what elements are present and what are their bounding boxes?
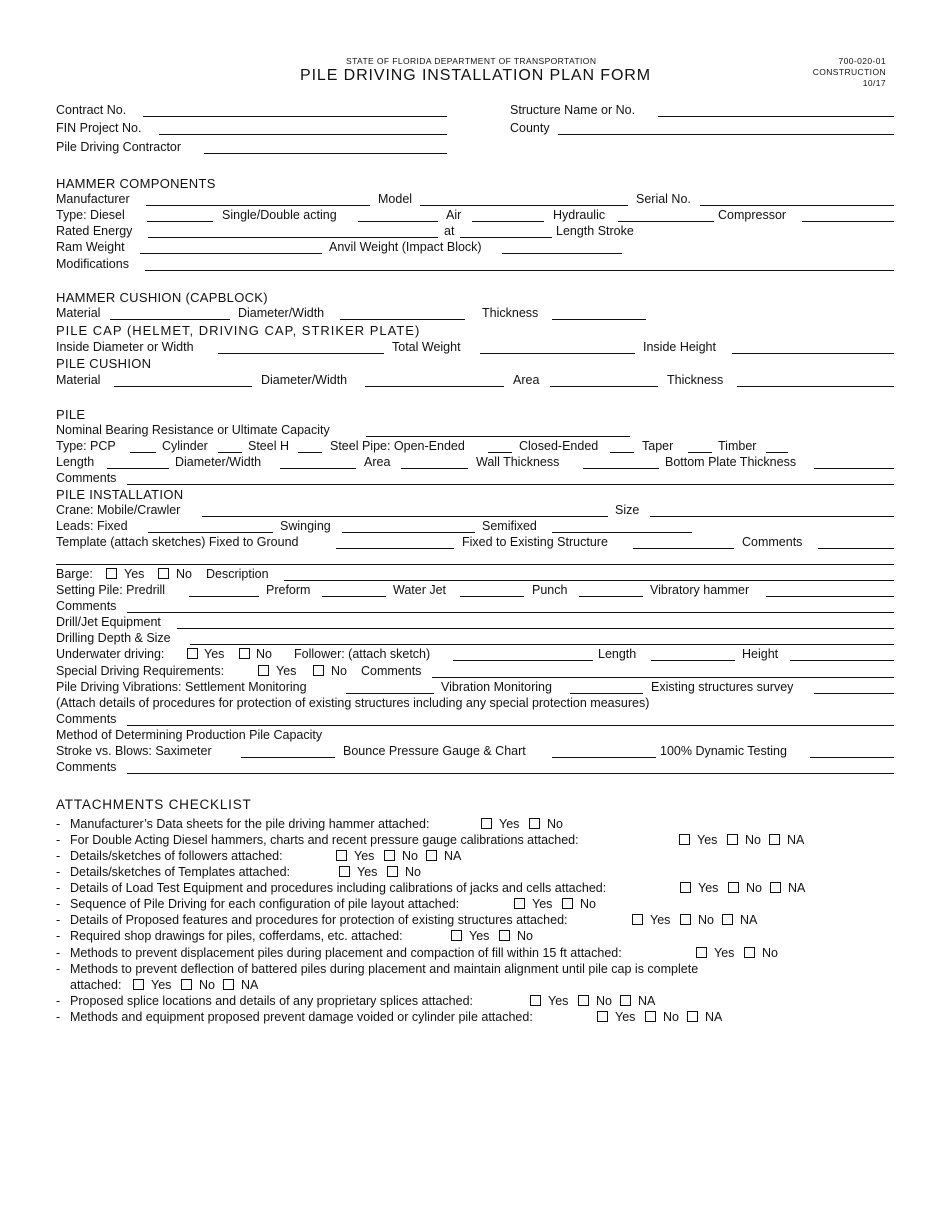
wall-thickness-label: Wall Thickness: [476, 455, 560, 469]
taper-label: Taper: [642, 439, 674, 453]
model-field[interactable]: [420, 205, 628, 206]
fin-project-field[interactable]: [159, 134, 447, 135]
length-stroke-label: Length Stroke: [556, 224, 634, 238]
manufacturer-label: Manufacturer: [56, 192, 130, 206]
item8-no-label: No: [762, 946, 778, 960]
installation-comments-field[interactable]: [818, 548, 894, 549]
bullet: -: [56, 849, 61, 863]
inside-diameter-label: Inside Diameter or Width: [56, 340, 194, 354]
checklist-item-templates: Details/sketches of Templates attached:: [70, 865, 291, 879]
item3-yes-checkbox[interactable]: [339, 866, 350, 877]
item1-na-checkbox[interactable]: [769, 834, 780, 845]
existing-survey-field[interactable]: [814, 693, 894, 694]
bounce-field[interactable]: [552, 757, 656, 758]
preform-label: Preform: [266, 583, 311, 597]
item4-yes-label: Yes: [698, 881, 719, 895]
item9-na-checkbox[interactable]: [223, 979, 234, 990]
crane-label: Crane: Mobile/Crawler: [56, 503, 181, 517]
vibration-comments-field[interactable]: [127, 725, 894, 726]
item3-yes-label: Yes: [357, 865, 378, 879]
pile-area-field[interactable]: [401, 468, 468, 469]
county-field[interactable]: [558, 134, 894, 135]
bullet: -: [56, 817, 61, 831]
installation-comments-field-2[interactable]: [56, 564, 894, 565]
modifications-label: Modifications: [56, 257, 129, 271]
inside-height-field[interactable]: [732, 353, 894, 354]
fixed-existing-field[interactable]: [633, 548, 734, 549]
checklist-item-damage: Methods and equipment proposed prevent damage voided or cylinder pile attached:: [70, 1010, 533, 1024]
closed-ended-label: Closed-Ended: [519, 439, 599, 453]
item2-yes-checkbox[interactable]: [336, 850, 347, 861]
bullet: -: [56, 897, 61, 911]
barge-no-label: No: [176, 567, 192, 581]
type-pcp-field[interactable]: [130, 452, 156, 453]
special-yes-checkbox[interactable]: [258, 665, 269, 676]
method-comments-field[interactable]: [127, 773, 894, 774]
item8-no-checkbox[interactable]: [744, 947, 755, 958]
item5-no-checkbox[interactable]: [562, 898, 573, 909]
water-jet-field[interactable]: [460, 596, 524, 597]
pc-diameter-field[interactable]: [365, 386, 504, 387]
item3-no-checkbox[interactable]: [387, 866, 398, 877]
contract-no-label: Contract No.: [56, 103, 127, 117]
checklist-item-deflection-cont: attached:: [70, 978, 122, 992]
steel-h-label: Steel H: [248, 439, 289, 453]
dynamic-label: 100% Dynamic Testing: [660, 744, 787, 758]
attachments-checklist-heading: ATTACHMENTS CHECKLIST: [56, 797, 252, 812]
item0-yes-label: Yes: [499, 817, 520, 831]
manufacturer-field[interactable]: [146, 205, 370, 206]
item11-yes-label: Yes: [615, 1010, 636, 1024]
crane-size-label: Size: [615, 503, 640, 517]
bottom-plate-label: Bottom Plate Thickness: [665, 455, 797, 469]
water-jet-label: Water Jet: [393, 583, 447, 597]
total-weight-field[interactable]: [480, 353, 635, 354]
follower-height-label: Height: [742, 647, 779, 661]
item10-na-checkbox[interactable]: [620, 995, 631, 1006]
setting-pile-label: Setting Pile: Predrill: [56, 583, 166, 597]
hydraulic-label: Hydraulic: [553, 208, 606, 222]
follower-length-label: Length: [598, 647, 637, 661]
checklist-item-protection: Details of Proposed features and procedures for protection of existing structures attached:: [70, 913, 568, 927]
pc-area-field[interactable]: [550, 386, 658, 387]
checklist-item-displacement: Methods to prevent displacement piles during placement and compaction of fill within 15 ft attached:: [70, 946, 622, 960]
drilling-depth-label: Drilling Depth & Size: [56, 631, 171, 645]
drill-jet-label: Drill/Jet Equipment: [56, 615, 161, 629]
item4-na-label: NA: [788, 881, 806, 895]
item9-no-label: No: [199, 978, 215, 992]
hc-diameter-field[interactable]: [340, 319, 465, 320]
timber-label: Timber: [718, 439, 757, 453]
punch-label: Punch: [532, 583, 568, 597]
item2-na-checkbox[interactable]: [426, 850, 437, 861]
rated-energy-label: Rated Energy: [56, 224, 133, 238]
type-diesel-label: Type: Diesel: [56, 208, 125, 222]
contractor-field[interactable]: [204, 153, 447, 154]
item4-no-checkbox[interactable]: [728, 882, 739, 893]
underwater-no-label: No: [256, 647, 272, 661]
single-double-field[interactable]: [358, 221, 438, 222]
item1-no-checkbox[interactable]: [727, 834, 738, 845]
item3-no-label: No: [405, 865, 421, 879]
pile-cap-heading: PILE CAP (HELMET, DRIVING CAP, STRIKER PLATE): [56, 323, 421, 338]
pc-area-label: Area: [513, 373, 540, 387]
dynamic-field[interactable]: [810, 757, 894, 758]
item2-no-label: No: [402, 849, 418, 863]
compressor-label: Compressor: [718, 208, 787, 222]
contractor-label: Pile Driving Contractor: [56, 140, 182, 154]
barge-description-field[interactable]: [284, 580, 894, 581]
hammer-cushion-heading: HAMMER CUSHION (CAPBLOCK): [56, 290, 268, 305]
item9-no-checkbox[interactable]: [181, 979, 192, 990]
anvil-weight-field[interactable]: [502, 253, 622, 254]
item0-no-checkbox[interactable]: [529, 818, 540, 829]
item2-yes-label: Yes: [354, 849, 375, 863]
semifixed-label: Semifixed: [482, 519, 537, 533]
punch-field[interactable]: [579, 596, 643, 597]
item9-yes-checkbox[interactable]: [133, 979, 144, 990]
bottom-plate-field[interactable]: [814, 468, 894, 469]
hc-thickness-label: Thickness: [482, 306, 539, 320]
model-label: Model: [378, 192, 413, 206]
barge-label: Barge:: [56, 567, 93, 581]
vibrations-label: Pile Driving Vibrations: Settlement Monitoring: [56, 680, 307, 694]
form-revision: 10/17: [862, 78, 886, 88]
underwater-yes-checkbox[interactable]: [187, 648, 198, 659]
hc-thickness-field[interactable]: [552, 319, 646, 320]
item0-no-label: No: [547, 817, 563, 831]
item4-no-label: No: [746, 881, 762, 895]
bullet: -: [56, 865, 61, 879]
underwater-yes-label: Yes: [204, 647, 225, 661]
item6-yes-label: Yes: [650, 913, 671, 927]
item10-yes-label: Yes: [548, 994, 569, 1008]
air-field[interactable]: [472, 221, 544, 222]
item6-yes-checkbox[interactable]: [632, 914, 643, 925]
item2-no-checkbox[interactable]: [384, 850, 395, 861]
checklist-item-followers: Details/sketches of followers attached:: [70, 849, 283, 863]
special-comments-label: Comments: [361, 664, 422, 678]
bullet: -: [56, 1010, 61, 1024]
serial-no-label: Serial No.: [636, 192, 691, 206]
bullet: -: [56, 962, 61, 976]
serial-no-field[interactable]: [700, 205, 894, 206]
item1-yes-checkbox[interactable]: [679, 834, 690, 845]
pile-area-label: Area: [364, 455, 391, 469]
item5-yes-label: Yes: [532, 897, 553, 911]
vibratory-label: Vibratory hammer: [650, 583, 750, 597]
saximeter-field[interactable]: [241, 757, 335, 758]
barge-no-checkbox[interactable]: [158, 568, 169, 579]
item9-yes-label: Yes: [151, 978, 172, 992]
item7-no-label: No: [517, 929, 533, 943]
item7-yes-label: Yes: [469, 929, 490, 943]
steel-pipe-open-label: Steel Pipe: Open-Ended: [330, 439, 465, 453]
setting-comments-label: Comments: [56, 599, 117, 613]
form-category: CONSTRUCTION: [812, 67, 886, 77]
structure-name-field[interactable]: [658, 116, 894, 117]
county-label: County: [510, 121, 550, 135]
fixed-existing-label: Fixed to Existing Structure: [462, 535, 608, 549]
air-label: Air: [446, 208, 462, 222]
bullet: -: [56, 946, 61, 960]
special-comments-field[interactable]: [432, 677, 894, 678]
item4-yes-checkbox[interactable]: [680, 882, 691, 893]
structure-name-label: Structure Name or No.: [510, 103, 636, 117]
method-comments-label: Comments: [56, 760, 117, 774]
item1-no-label: No: [745, 833, 761, 847]
follower-field[interactable]: [453, 660, 593, 661]
special-yes-label: Yes: [276, 664, 297, 678]
bounce-label: Bounce Pressure Gauge & Chart: [343, 744, 526, 758]
steel-pipe-open-field[interactable]: [488, 452, 512, 453]
fin-project-label: FIN Project No.: [56, 121, 142, 135]
pc-material-field[interactable]: [114, 386, 252, 387]
preform-field[interactable]: [322, 596, 386, 597]
item7-yes-checkbox[interactable]: [451, 930, 462, 941]
attach-details-text: (Attach details of procedures for protection of existing structures including any special protection measures): [56, 696, 650, 710]
pc-material-label: Material: [56, 373, 101, 387]
pile-diameter-field[interactable]: [280, 468, 356, 469]
barge-yes-checkbox[interactable]: [106, 568, 117, 579]
hydraulic-field[interactable]: [618, 221, 714, 222]
existing-survey-label: Existing structures survey: [651, 680, 794, 694]
barge-yes-label: Yes: [124, 567, 145, 581]
pile-comments-field[interactable]: [127, 484, 894, 485]
checklist-item-manufacturer: Manufacturer’s Data sheets for the pile driving hammer attached:: [70, 817, 430, 831]
type-pcp-label: Type: PCP: [56, 439, 116, 453]
ram-weight-field[interactable]: [140, 253, 322, 254]
item10-no-checkbox[interactable]: [578, 995, 589, 1006]
drill-jet-field[interactable]: [177, 628, 894, 629]
item0-yes-checkbox[interactable]: [481, 818, 492, 829]
pc-diameter-label: Diameter/Width: [261, 373, 348, 387]
underwater-no-checkbox[interactable]: [239, 648, 250, 659]
swinging-label: Swinging: [280, 519, 331, 533]
item9-na-label: NA: [241, 978, 259, 992]
item11-yes-checkbox[interactable]: [597, 1011, 608, 1022]
bullet: -: [56, 881, 61, 895]
leads-fixed-label: Leads: Fixed: [56, 519, 128, 533]
template-label: Template (attach sketches) Fixed to Ground: [56, 535, 299, 549]
barge-description-label: Description: [206, 567, 269, 581]
taper-field[interactable]: [688, 452, 712, 453]
item5-yes-checkbox[interactable]: [514, 898, 525, 909]
swinging-field[interactable]: [342, 532, 475, 533]
vibratory-field[interactable]: [766, 596, 894, 597]
item10-no-label: No: [596, 994, 612, 1008]
contract-no-field[interactable]: [143, 116, 447, 117]
follower-height-field[interactable]: [790, 660, 894, 661]
type-diesel-field[interactable]: [147, 221, 213, 222]
steel-h-field[interactable]: [298, 452, 322, 453]
item2-na-label: NA: [444, 849, 462, 863]
anvil-weight-label: Anvil Weight (Impact Block): [329, 240, 482, 254]
compressor-field[interactable]: [802, 221, 894, 222]
crane-size-field[interactable]: [650, 516, 894, 517]
drilling-depth-field[interactable]: [190, 644, 894, 645]
hammer-components-heading: HAMMER COMPONENTS: [56, 176, 216, 191]
item4-na-checkbox[interactable]: [770, 882, 781, 893]
agency-name: STATE OF FLORIDA DEPARTMENT OF TRANSPORTATION: [346, 56, 597, 66]
special-driving-label: Special Driving Requirements:: [56, 664, 225, 678]
bullet: -: [56, 833, 61, 847]
follower-label: Follower: (attach sketch): [294, 647, 431, 661]
rated-energy-field[interactable]: [148, 237, 438, 238]
bullet: -: [56, 913, 61, 927]
inside-diameter-field[interactable]: [218, 353, 384, 354]
timber-field[interactable]: [766, 452, 788, 453]
setting-comments-field[interactable]: [127, 612, 894, 613]
special-no-checkbox[interactable]: [313, 665, 324, 676]
pc-thickness-label: Thickness: [667, 373, 724, 387]
settlement-field[interactable]: [346, 693, 434, 694]
single-double-label: Single/Double acting: [222, 208, 337, 222]
crane-field[interactable]: [202, 516, 608, 517]
vibration-monitoring-field[interactable]: [570, 693, 643, 694]
cylinder-label: Cylinder: [162, 439, 208, 453]
form-title: PILE DRIVING INSTALLATION PLAN FORM: [300, 67, 651, 84]
item6-no-checkbox[interactable]: [680, 914, 691, 925]
pile-installation-heading: PILE INSTALLATION: [56, 487, 184, 502]
item11-no-label: No: [663, 1010, 679, 1024]
nominal-bearing-field[interactable]: [366, 436, 630, 437]
method-label: Method of Determining Production Pile Capacity: [56, 728, 323, 742]
item11-na-checkbox[interactable]: [687, 1011, 698, 1022]
leads-fixed-field[interactable]: [148, 532, 273, 533]
item8-yes-checkbox[interactable]: [696, 947, 707, 958]
at-field[interactable]: [460, 237, 552, 238]
nominal-bearing-label: Nominal Bearing Resistance or Ultimate Capacity: [56, 423, 330, 437]
form-number: 700-020-01: [838, 56, 886, 66]
predrill-field[interactable]: [189, 596, 259, 597]
checklist-item-deflection: Methods to prevent deflection of battered piles during placement and maintain alignment until pile cap is complete: [70, 962, 699, 976]
template-ground-field[interactable]: [336, 548, 454, 549]
pile-cushion-heading: PILE CUSHION: [56, 356, 152, 371]
follower-length-field[interactable]: [651, 660, 735, 661]
inside-height-label: Inside Height: [643, 340, 716, 354]
modifications-field[interactable]: [145, 270, 894, 271]
checklist-item-sequence: Sequence of Pile Driving for each configuration of pile layout attached:: [70, 897, 460, 911]
wall-thickness-field[interactable]: [583, 468, 659, 469]
checklist-item-shop-drawings: Required shop drawings for piles, cofferdams, etc. attached:: [70, 929, 403, 943]
semifixed-field[interactable]: [552, 532, 692, 533]
ram-weight-label: Ram Weight: [56, 240, 125, 254]
item7-no-checkbox[interactable]: [499, 930, 510, 941]
pile-comments-label: Comments: [56, 471, 117, 485]
item1-na-label: NA: [787, 833, 805, 847]
stroke-label: Stroke vs. Blows: Saximeter: [56, 744, 212, 758]
closed-ended-field[interactable]: [610, 452, 634, 453]
item6-na-checkbox[interactable]: [722, 914, 733, 925]
hc-material-field[interactable]: [110, 319, 230, 320]
bullet: -: [56, 929, 61, 943]
item5-no-label: No: [580, 897, 596, 911]
checklist-item-double-acting: For Double Acting Diesel hammers, charts and recent pressure gauge calibrations attached:: [70, 833, 579, 847]
pc-thickness-field[interactable]: [737, 386, 894, 387]
item11-no-checkbox[interactable]: [645, 1011, 656, 1022]
vibration-monitoring-label: Vibration Monitoring: [441, 680, 552, 694]
checklist-item-splice: Proposed splice locations and details of any proprietary splices attached:: [70, 994, 474, 1008]
pile-length-field[interactable]: [107, 468, 169, 469]
special-no-label: No: [331, 664, 347, 678]
vibration-comments-label: Comments: [56, 712, 117, 726]
item10-na-label: NA: [638, 994, 656, 1008]
item1-yes-label: Yes: [697, 833, 718, 847]
installation-comments-label: Comments: [742, 535, 803, 549]
item11-na-label: NA: [705, 1010, 723, 1024]
pile-diameter-label: Diameter/Width: [175, 455, 262, 469]
item10-yes-checkbox[interactable]: [530, 995, 541, 1006]
hc-material-label: Material: [56, 306, 101, 320]
hc-diameter-label: Diameter/Width: [238, 306, 325, 320]
total-weight-label: Total Weight: [392, 340, 461, 354]
bullet: -: [56, 994, 61, 1008]
item6-no-label: No: [698, 913, 714, 927]
item8-yes-label: Yes: [714, 946, 735, 960]
underwater-label: Underwater driving:: [56, 647, 165, 661]
pile-length-label: Length: [56, 455, 95, 469]
checklist-item-load-test: Details of Load Test Equipment and procedures including calibrations of jacks and cells attached:: [70, 881, 607, 895]
pile-heading: PILE: [56, 407, 86, 422]
cylinder-field[interactable]: [218, 452, 242, 453]
item6-na-label: NA: [740, 913, 758, 927]
at-label: at: [444, 224, 455, 238]
